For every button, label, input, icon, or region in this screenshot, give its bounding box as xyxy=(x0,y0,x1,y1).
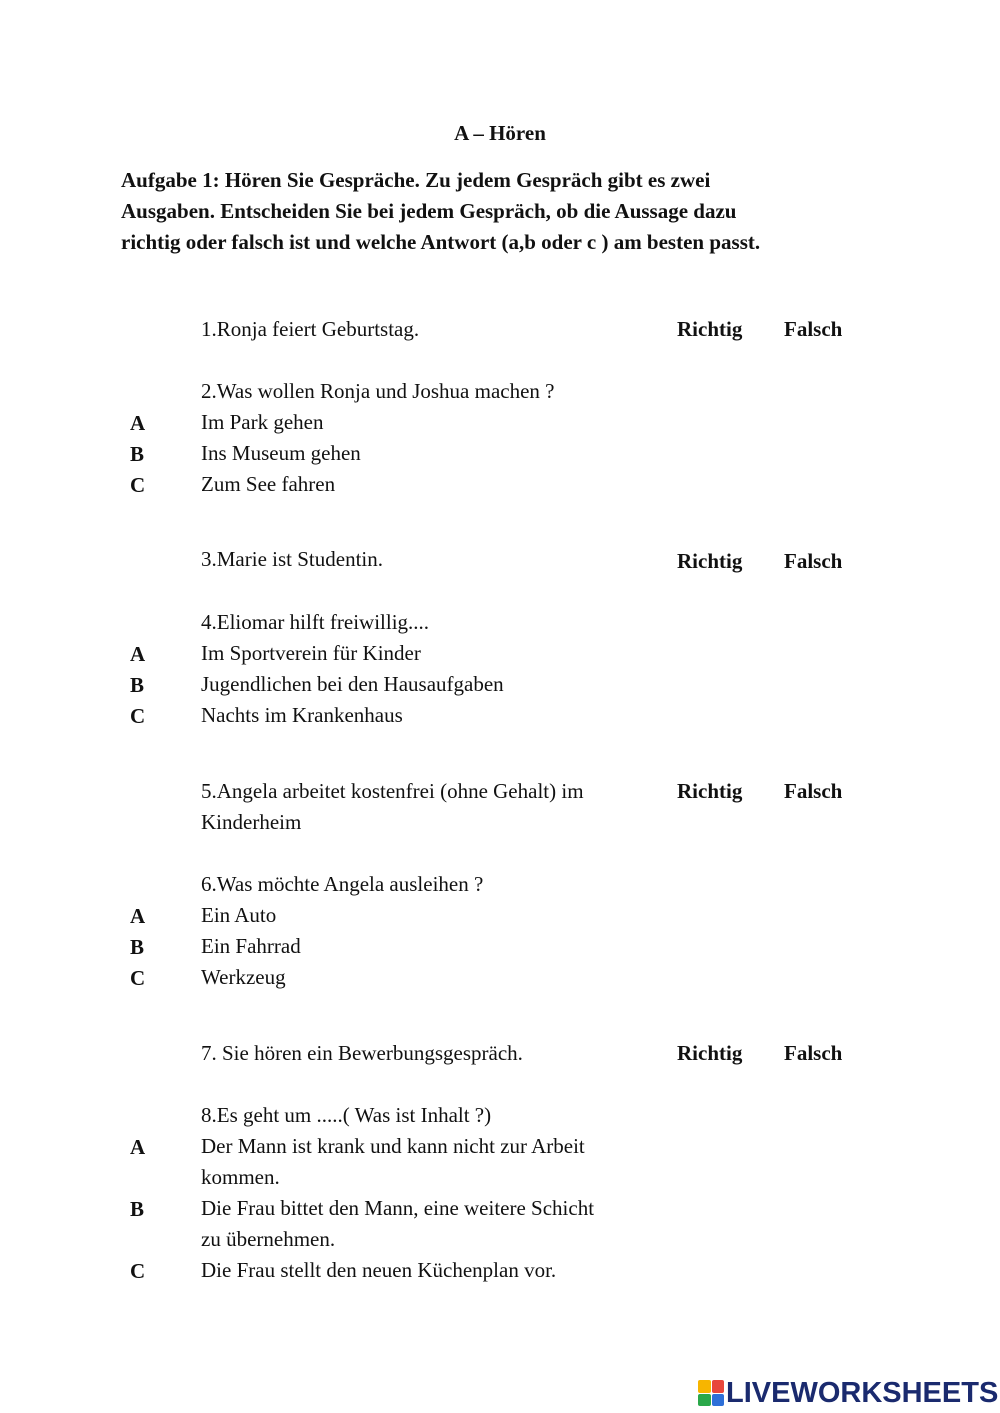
option-letter-b[interactable]: B xyxy=(130,1197,145,1221)
q2-option-c[interactable]: Zum See fahren xyxy=(201,472,336,496)
option-letter-a[interactable]: A xyxy=(130,904,146,928)
question-7: 7. Sie hören ein Bewerbungsgespräch. xyxy=(201,1041,523,1065)
option-letter-c[interactable]: C xyxy=(130,704,146,728)
q8-option-c[interactable]: Die Frau stellt den neuen Küchenplan vor. xyxy=(201,1258,557,1282)
option-letter-b[interactable]: B xyxy=(130,673,145,697)
question-6: 6.Was möchte Angela ausleihen ? xyxy=(201,872,484,896)
option-letter-a[interactable]: A xyxy=(130,1135,146,1159)
q6-option-a[interactable]: Ein Auto xyxy=(201,903,277,927)
logo-text: LIVEWORKSHEETS xyxy=(726,1376,999,1409)
q8-option-b-line-1[interactable]: Die Frau bittet den Mann, eine weitere Schicht xyxy=(201,1196,595,1220)
richtig-option-q7[interactable]: Richtig xyxy=(677,1041,743,1065)
richtig-option-q1[interactable]: Richtig xyxy=(677,317,743,341)
option-letter-c[interactable]: C xyxy=(130,1259,146,1283)
falsch-option-q5[interactable]: Falsch xyxy=(784,779,843,803)
question-2: 2.Was wollen Ronja und Joshua machen ? xyxy=(201,379,555,403)
q4-option-b[interactable]: Jugendlichen bei den Hausaufgaben xyxy=(201,672,504,696)
option-letter-c[interactable]: C xyxy=(130,966,146,990)
instructions xyxy=(121,165,881,258)
q6-option-c[interactable]: Werkzeug xyxy=(201,965,286,989)
q8-option-b-line-2[interactable]: zu übernehmen. xyxy=(201,1227,336,1251)
option-letter-b[interactable]: B xyxy=(130,442,145,466)
question-1: 1.Ronja feiert Geburtstag. xyxy=(201,317,420,341)
logo-square xyxy=(712,1380,725,1393)
logo-square xyxy=(698,1380,711,1393)
page-title: A – Hören xyxy=(454,121,546,145)
option-letter-a[interactable]: A xyxy=(130,411,146,435)
logo-square xyxy=(698,1394,711,1407)
option-letter-a[interactable]: A xyxy=(130,642,146,666)
q2-option-a[interactable]: Im Park gehen xyxy=(201,410,324,434)
question-5-line-1: 5.Angela arbeitet kostenfrei (ohne Gehalt) im xyxy=(201,779,584,803)
question-8: 8.Es geht um .....( Was ist Inhalt ?) xyxy=(201,1103,492,1127)
logo-square xyxy=(712,1394,725,1407)
richtig-option-q3[interactable]: Richtig xyxy=(677,549,743,573)
falsch-option-q7[interactable]: Falsch xyxy=(784,1041,843,1065)
q8-option-a-line-1[interactable]: Der Mann ist krank und kann nicht zur Arbeit xyxy=(201,1134,585,1158)
question-5-line-2: Kinderheim xyxy=(201,810,302,834)
instruction-line: Ausgaben. Entscheiden Sie bei jedem Gespräch, ob die Aussage dazu xyxy=(121,199,737,223)
option-letter-b[interactable]: B xyxy=(130,935,145,959)
question-3: 3.Marie ist Studentin. xyxy=(201,547,383,571)
liveworksheets-logo-icon xyxy=(698,1380,724,1406)
option-letter-c[interactable]: C xyxy=(130,473,146,497)
question-4: 4.Eliomar hilft freiwillig.... xyxy=(201,610,430,634)
falsch-option-q1[interactable]: Falsch xyxy=(784,317,843,341)
q6-option-b[interactable]: Ein Fahrrad xyxy=(201,934,301,958)
richtig-option-q5[interactable]: Richtig xyxy=(677,779,743,803)
falsch-option-q3[interactable]: Falsch xyxy=(784,549,843,573)
q4-option-c[interactable]: Nachts im Krankenhaus xyxy=(201,703,403,727)
instruction-line: richtig oder falsch ist und welche Antwort (a,b oder c ) am besten passt. xyxy=(121,230,761,254)
liveworksheets-logo xyxy=(698,1375,998,1411)
q4-option-a[interactable]: Im Sportverein für Kinder xyxy=(201,641,421,665)
instruction-line: Aufgabe 1: Hören Sie Gespräche. Zu jedem Gespräch gibt es zwei xyxy=(121,168,711,192)
q8-option-a-line-2[interactable]: kommen. xyxy=(201,1165,280,1189)
q2-option-b[interactable]: Ins Museum gehen xyxy=(201,441,361,465)
